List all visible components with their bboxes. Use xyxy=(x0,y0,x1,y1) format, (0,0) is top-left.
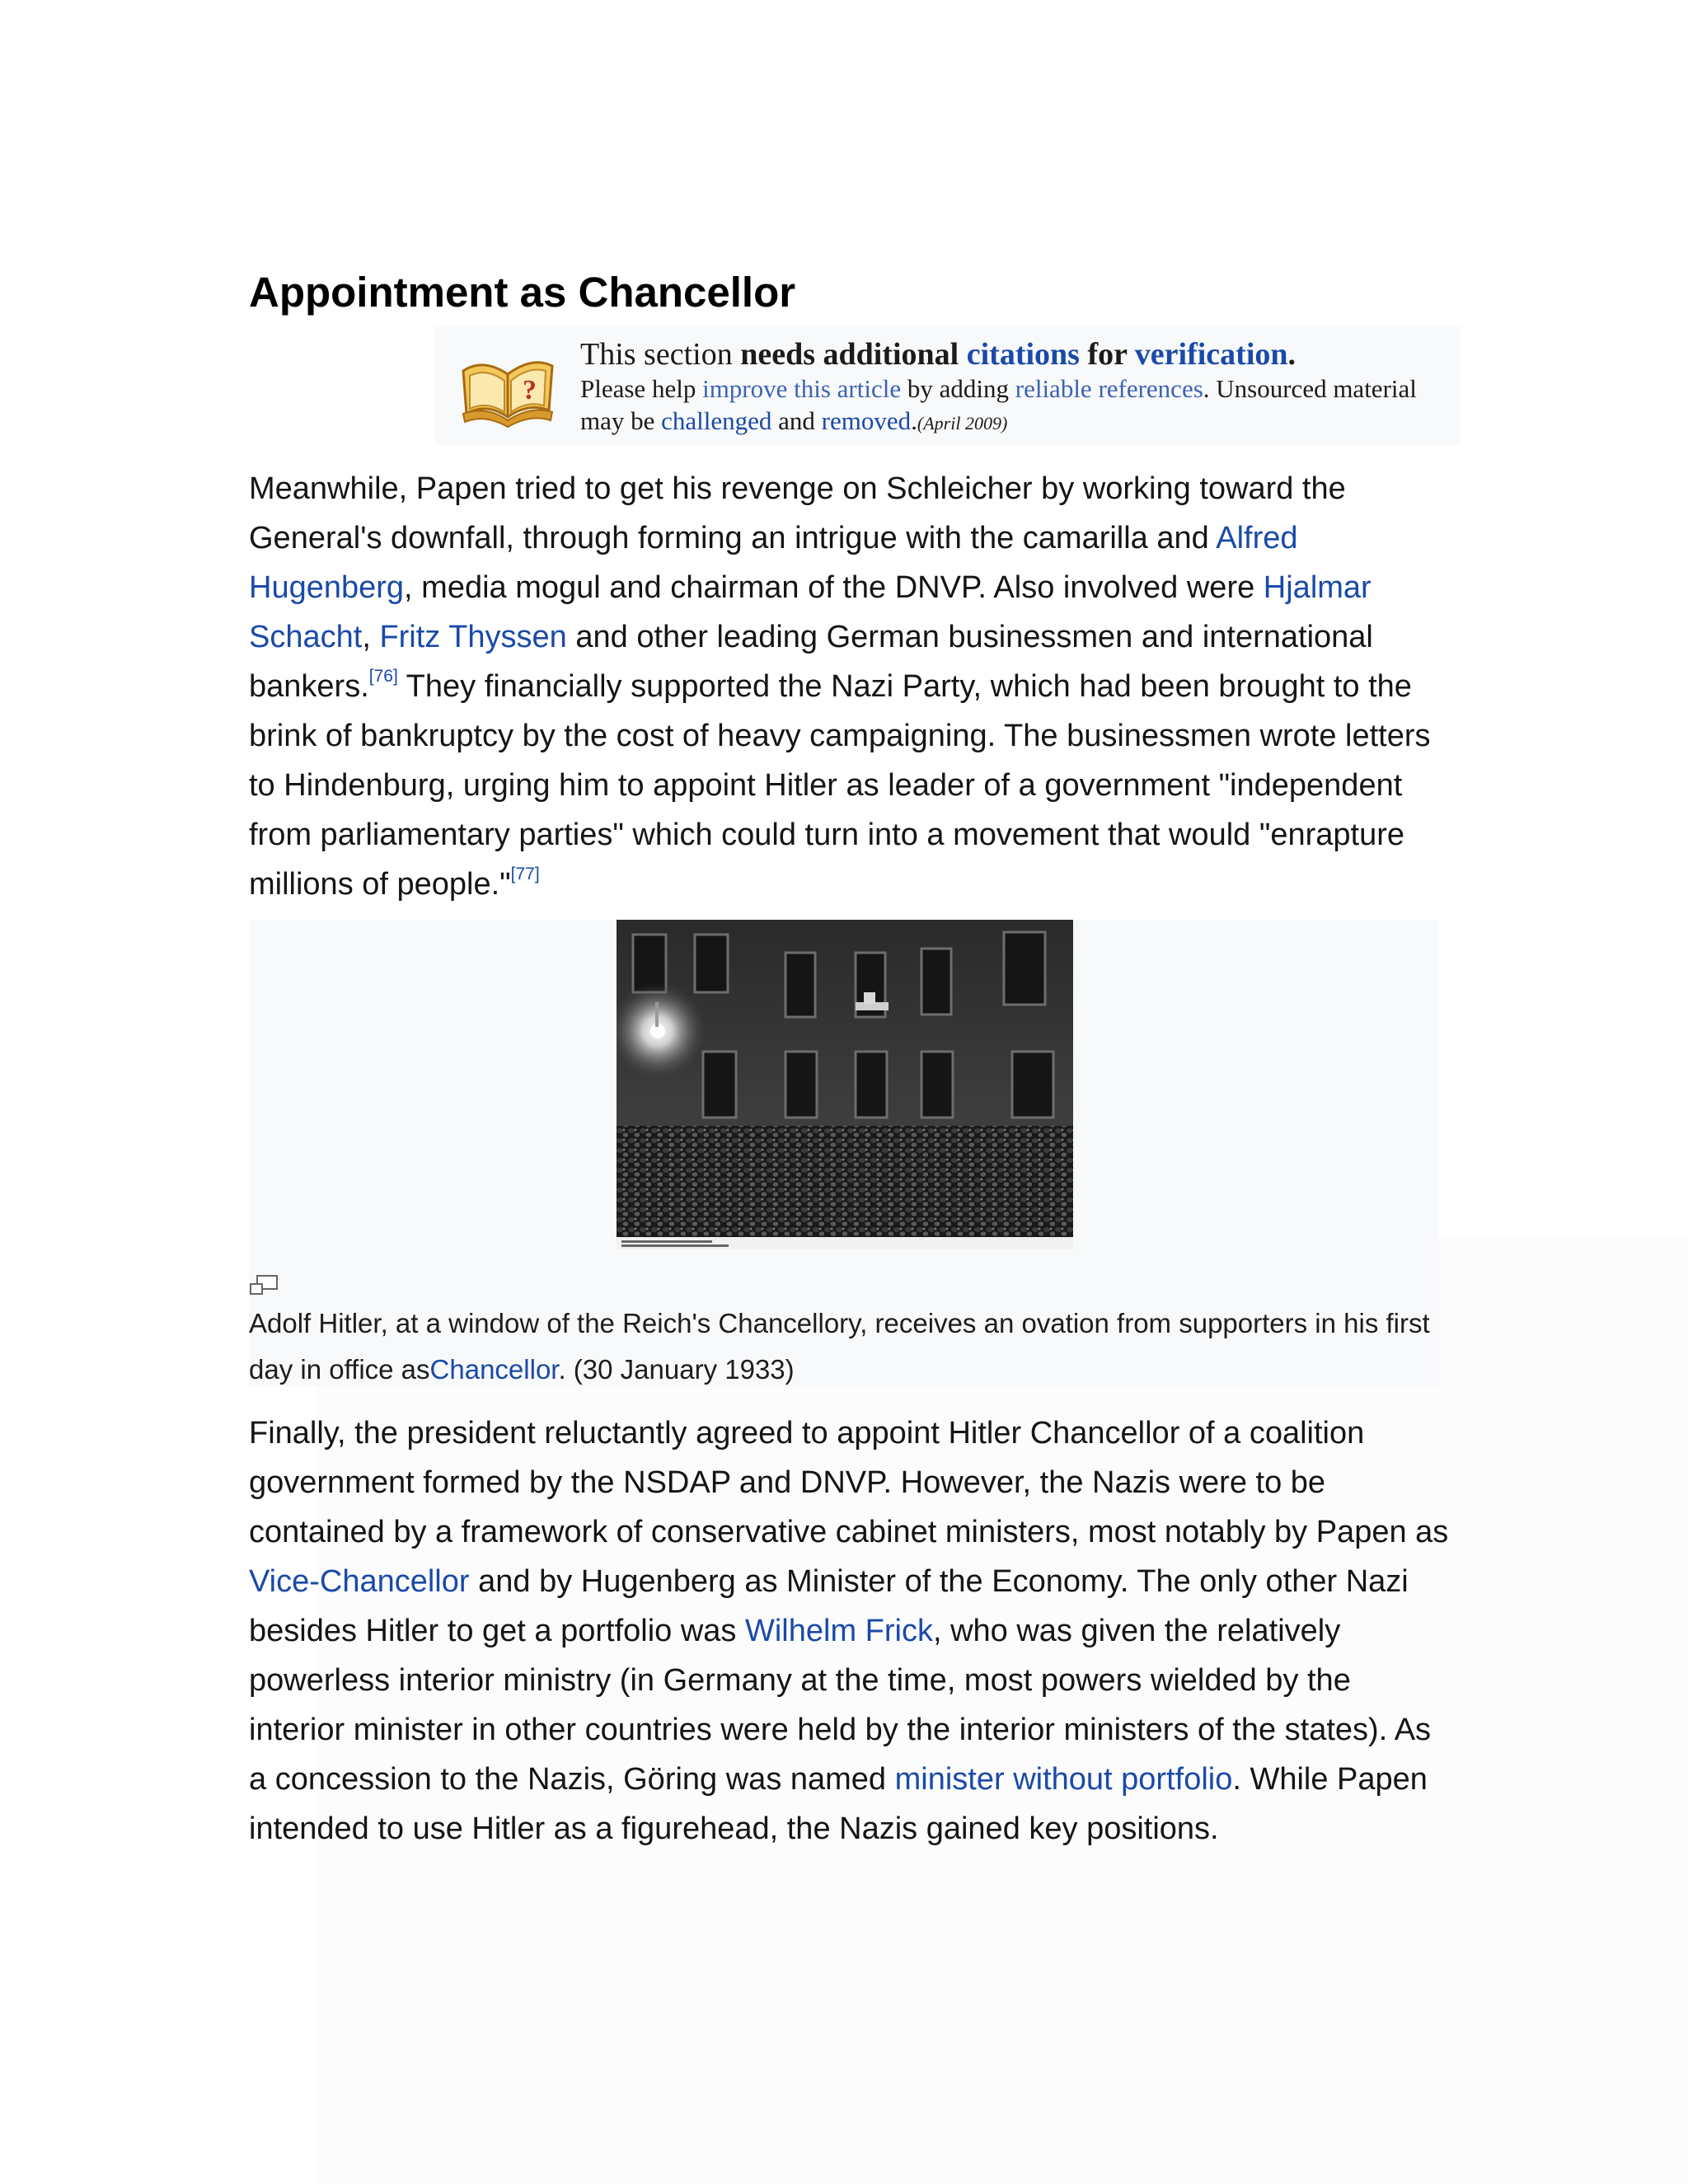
figure-caption xyxy=(249,1301,1436,1393)
notice-text: . Unsourced material may be xyxy=(580,374,1417,435)
notice-text: by adding xyxy=(901,374,1015,403)
challenged-link[interactable]: challenged xyxy=(661,406,772,435)
reliable-references-link[interactable]: reliable references xyxy=(1015,374,1203,403)
paragraph-text: . While Papen intended to use Hitler as a figurehead, the Nazis gained key positions. xyxy=(249,1762,1428,1846)
chancellor-link[interactable]: Chancellor xyxy=(429,1354,559,1385)
wilhelm-frick-link[interactable]: Wilhelm Frick xyxy=(744,1614,933,1648)
chancellery-crowd-photo[interactable] xyxy=(617,920,1073,1249)
alfred-hugenberg-link[interactable]: Alfred Hugenberg xyxy=(249,521,1298,605)
paragraph-2 xyxy=(249,1408,1452,1854)
fritz-thyssen-link[interactable]: Fritz Thyssen xyxy=(379,620,567,654)
paragraph-text: and other leading German businessmen and international bankers. xyxy=(249,620,1373,704)
paragraph-text: , media mogul and chairman of the DNVP. Also involved were xyxy=(404,570,1264,605)
paragraph-text: , who was given the relatively powerless interior ministry (in Germany at the time, most powers wielded by the interior minister in other countries were held by the interior ministers of the states). As a concession to the Nazis, Göring was named xyxy=(249,1614,1432,1797)
vice-chancellor-link[interactable]: Vice-Chancellor xyxy=(249,1564,470,1599)
citations-link[interactable]: citations xyxy=(966,337,1080,372)
verification-link[interactable]: verification xyxy=(1134,337,1288,372)
notice-text: Please help xyxy=(580,374,703,403)
caption-text: Adolf Hitler, at a window of the Reich's Chancellory, receives an ovation from supporters in his first day in office as xyxy=(249,1308,1430,1385)
section-heading: Appointment as Chancellor xyxy=(249,269,796,316)
notice-date: (April 2009) xyxy=(917,413,1008,434)
notice-text: . xyxy=(911,406,917,435)
notice-bold-text: for xyxy=(1079,337,1135,372)
notice-bold-text: needs additional xyxy=(740,337,967,372)
caption-text: . (30 January 1933) xyxy=(558,1354,795,1385)
paragraph-text: Finally, the president reluctantly agreed to appoint Hitler Chancellor of a coalition government formed by the NSDAP and DNVP. However, the Nazis were to be contained by a framework of conservative cabinet ministers, most notably by Papen as xyxy=(249,1416,1449,1549)
figure-thumbnail xyxy=(249,920,1439,1386)
enlarge-icon[interactable] xyxy=(249,1274,279,1297)
reference-77-link[interactable]: [77] xyxy=(510,865,540,883)
notice-text: and xyxy=(771,406,822,435)
citation-notice-box xyxy=(435,326,1461,445)
improve-article-link[interactable]: improve this article xyxy=(702,374,902,403)
paragraph-text: Meanwhile, Papen tried to get his revenge on Schleicher by working toward the General's downfall, through forming an intrigue with the camarilla and xyxy=(249,471,1346,555)
reference-76-link[interactable]: [76] xyxy=(368,667,398,686)
hjalmar-schacht-link[interactable]: Hjalmar Schacht xyxy=(249,570,1372,654)
paragraph-text: and by Hugenberg as Minister of the Economy. The only other Nazi besides Hitler to get a portfolio was xyxy=(249,1564,1409,1648)
notice-bold-text: . xyxy=(1287,337,1296,372)
svg-text:?: ? xyxy=(523,375,537,405)
paragraph-1 xyxy=(249,464,1452,909)
notice-text: This section xyxy=(580,337,741,372)
paragraph-text: , xyxy=(362,620,380,654)
removed-link[interactable]: removed xyxy=(821,406,912,435)
book-question-icon xyxy=(458,341,557,432)
minister-without-portfolio-link[interactable]: minister without portfolio xyxy=(894,1762,1233,1797)
paragraph-text: They financially supported the Nazi Party, which had been brought to the brink of bankruptcy by the cost of heavy campaigning. The businessmen wrote letters to Hindenburg, urging him to appoint Hitler as leader of a government "independent from parliamentary parties" which could turn into a movement that would "enrapture millions of people." xyxy=(249,669,1431,902)
